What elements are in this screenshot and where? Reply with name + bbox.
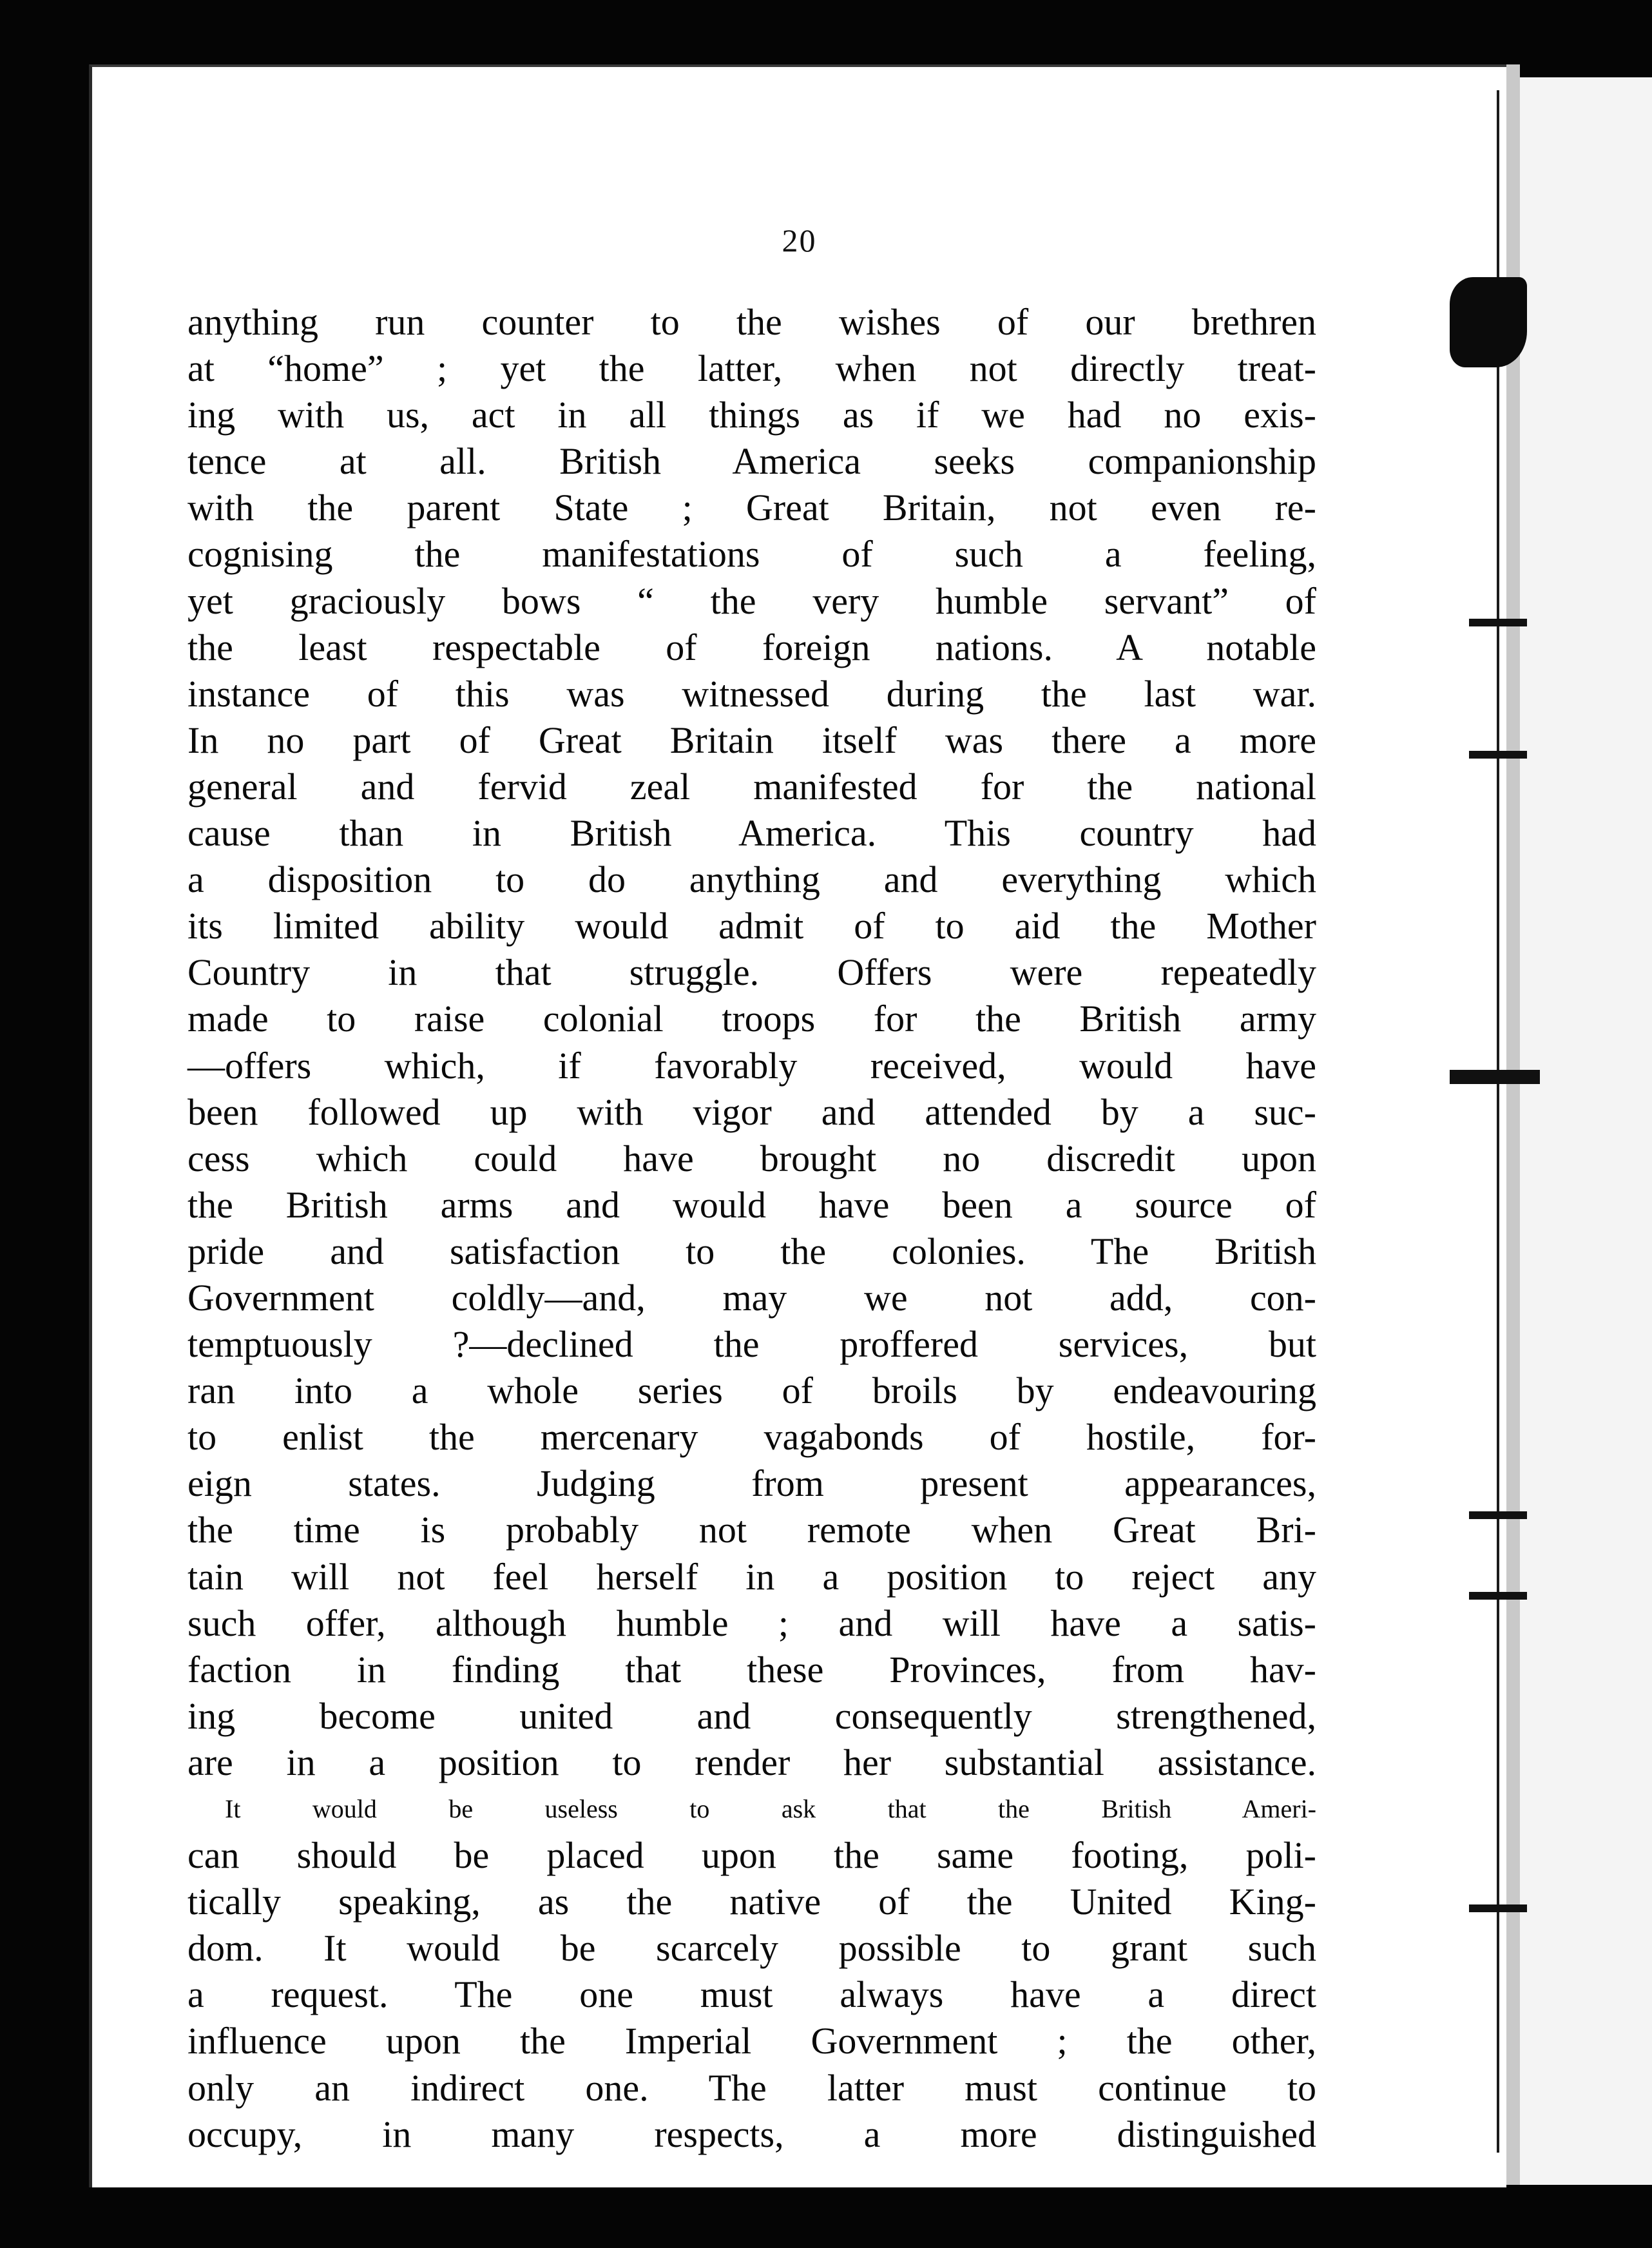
text-line: faction in finding that these Provinces, from hav-: [187, 1648, 1316, 1691]
text-line: been followed up with vigor and attended by a suc-: [187, 1090, 1316, 1133]
text-line: anything run counter to the wishes of our brethren: [187, 301, 1316, 343]
facing-page-edge: [1514, 77, 1652, 2185]
text-line: can should be placed upon the same footing, poli-: [187, 1834, 1316, 1877]
text-line: a request. The one must always have a direct: [187, 1973, 1316, 2016]
text-line: ing with us, act in all things as if we had no exis-: [187, 394, 1316, 436]
text-line: the time is probably not remote when Great Bri-: [187, 1509, 1316, 1551]
text-line: such offer, although humble ; and will have a satis-: [187, 1602, 1316, 1644]
text-line: with the parent State ; Great Britain, not even re-: [187, 487, 1316, 529]
text-line: cause than in British America. This country had: [187, 812, 1316, 855]
text-line: cognising the manifestations of such a feeling,: [187, 533, 1316, 576]
text-line: to enlist the mercenary vagabonds of hostile, for-: [187, 1416, 1316, 1458]
text-line: ing become united and consequently strengthened,: [187, 1694, 1316, 1737]
text-line: —offers which, if favorably received, would have: [187, 1044, 1316, 1087]
book-page: [89, 64, 1506, 2187]
binding-thread: [1497, 90, 1499, 2153]
text-line: only an indirect one. The latter must continue to: [187, 2066, 1316, 2109]
text-line: Country in that struggle. Offers were repeatedly: [187, 951, 1316, 994]
text-line: ran into a whole series of broils by endeavouring: [187, 1370, 1316, 1412]
text-line: instance of this was witnessed during the last war.: [187, 672, 1316, 715]
binding-stitch: [1469, 1904, 1527, 1912]
text-line: its limited ability would admit of to aid the Mother: [187, 905, 1316, 947]
text-line: In no part of Great Britain itself was there a more: [187, 719, 1316, 761]
binding-stitch: [1450, 1070, 1540, 1084]
text-line: tain will not feel herself in a position to reject any: [187, 1555, 1316, 1598]
text-line: tically speaking, as the native of the United King-: [187, 1881, 1316, 1923]
text-line: tence at all. British America seeks companionship: [187, 440, 1316, 483]
text-line: general and fervid zeal manifested for the national: [187, 765, 1316, 808]
text-line: the British arms and would have been a source of: [187, 1183, 1316, 1226]
text-line: at “home” ; yet the latter, when not directly treat-: [187, 347, 1316, 390]
binding-stitch: [1469, 1592, 1527, 1600]
text-line: made to raise colonial troops for the British army: [187, 998, 1316, 1040]
text-line: are in a position to render her substantial assistance.: [187, 1741, 1316, 1783]
text-line: a disposition to do anything and everything which: [187, 858, 1316, 901]
text-line: pride and satisfaction to the colonies. The British: [187, 1230, 1316, 1272]
text-line: dom. It would be scarcely possible to grant such: [187, 1927, 1316, 1970]
text-line: eign states. Judging from present appearances,: [187, 1462, 1316, 1505]
text-line: influence upon the Imperial Government ; the other,: [187, 2020, 1316, 2062]
body-text: [187, 299, 1316, 2158]
binding-stitch: [1450, 277, 1527, 367]
text-line: Government coldly—and, may we not add, con-: [187, 1276, 1316, 1319]
text-line: the least respectable of foreign nations. A notable: [187, 626, 1316, 668]
text-line: It would be useless to ask that the British Ameri-: [225, 1794, 1316, 1823]
binding-stitch: [1469, 1511, 1527, 1519]
binding-stitch: [1469, 619, 1527, 626]
page-number: 20: [782, 222, 817, 258]
text-line: occupy, in many respects, a more distinguished: [187, 2113, 1316, 2155]
text-line: yet graciously bows “ the very humble servant” of: [187, 579, 1316, 622]
binding-stitch: [1469, 751, 1527, 759]
text-line: temptuously ?—declined the proffered services, but: [187, 1323, 1316, 1366]
text-line: cess which could have brought no discredit upon: [187, 1137, 1316, 1179]
